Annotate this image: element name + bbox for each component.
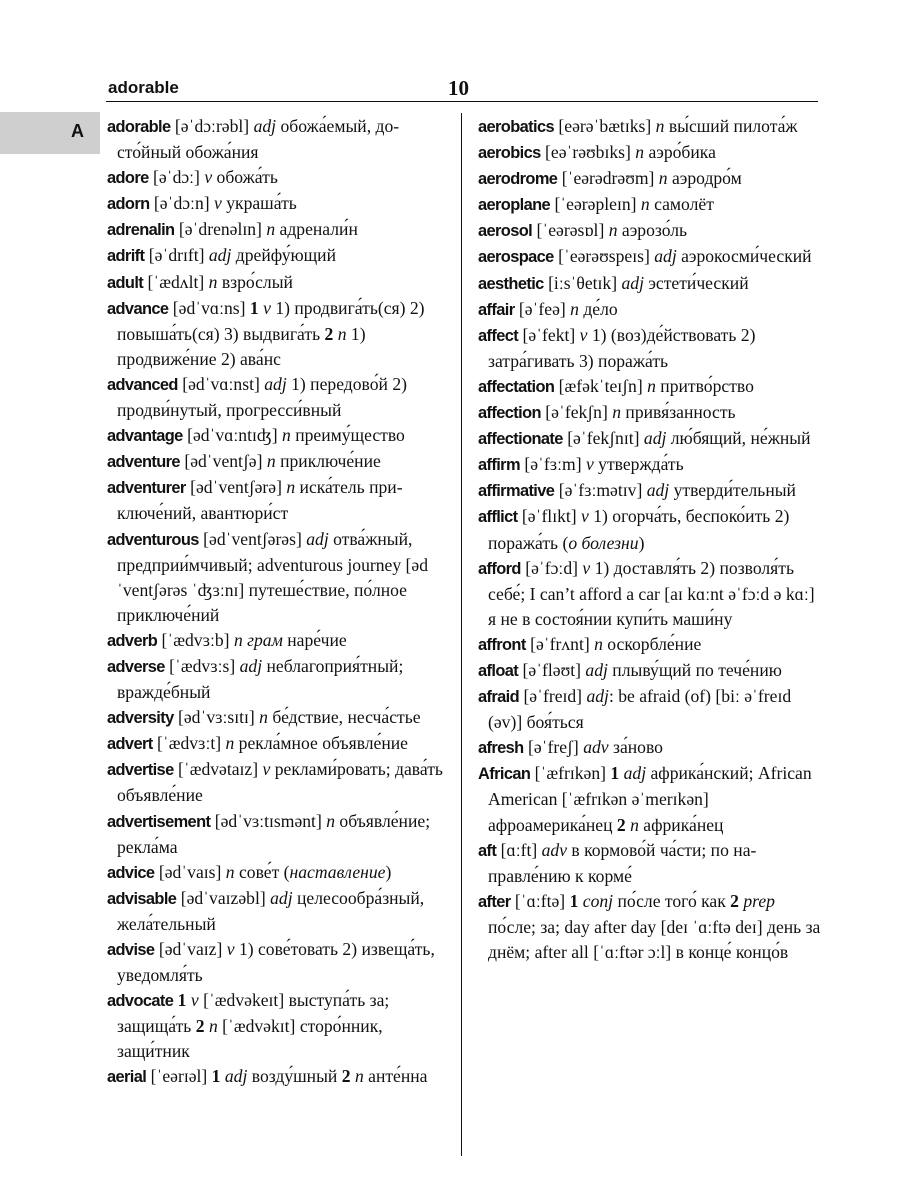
dictionary-entry — [107, 1064, 452, 1090]
entry-text: привя́занность — [621, 402, 736, 423]
grammar-label: n — [266, 451, 276, 472]
grammar-label: о болезни — [568, 532, 639, 553]
entry-text: 1) продвиже́ние 2) ава́нс — [117, 323, 366, 369]
grammar-label: n — [608, 220, 618, 241]
grammar-label: v — [204, 167, 213, 188]
sense-number: 2 — [195, 1016, 205, 1037]
column-divider — [461, 113, 462, 1156]
right-column — [478, 114, 822, 965]
headword: affectionate — [478, 430, 563, 449]
dictionary-entry — [107, 423, 452, 449]
grammar-label: adv — [583, 737, 609, 758]
grammar-label: adj — [623, 763, 647, 784]
headword: adventurer — [107, 479, 186, 498]
grammar-label: adj — [208, 245, 232, 266]
entry-text: [əˈflɪkt] — [517, 506, 582, 527]
headword: aft — [478, 841, 497, 860]
entry-text: [əˈfɔːd] — [520, 557, 583, 578]
entry-text: : be afraid (of) [biː əˈfreɪd (əv)] боя́ться — [488, 686, 792, 733]
headword: adrenalin — [107, 221, 175, 240]
grammar-label: n — [647, 375, 656, 396]
dictionary-entry — [478, 684, 822, 735]
entry-text: [ˈeərədrəʊm] — [557, 168, 659, 189]
entry-text: неблагоприя́тный; вражде́бный — [117, 655, 404, 703]
dictionary-entry — [107, 296, 452, 372]
entry-text: [ədˈvɜːtɪsmənt] — [210, 810, 327, 831]
grammar-label: v — [226, 939, 235, 959]
dictionary-entry — [478, 271, 822, 297]
grammar-label: n — [266, 219, 276, 240]
headword: afflict — [478, 508, 518, 527]
entry-text: [əˈfeə] — [514, 298, 571, 319]
entry-text: аэрокосми́ческий — [676, 246, 812, 267]
entry-text: сове́т ( — [234, 861, 290, 882]
grammar-label: v — [581, 506, 589, 527]
entry-text: оскорбле́ние — [602, 633, 702, 654]
entry-text: [ədˈventʃərə] — [185, 477, 287, 498]
dictionary-entry — [478, 478, 822, 504]
dictionary-entry — [478, 192, 822, 218]
entry-text: наре́чие — [282, 629, 347, 650]
grammar-label: adj — [239, 655, 263, 676]
entry-text: эстети́ческий — [643, 272, 749, 293]
headword: aerosol — [478, 222, 533, 241]
grammar-label: adj — [253, 116, 277, 136]
headword: affectation — [478, 377, 555, 396]
entry-text: приключе́ние — [275, 451, 381, 472]
headword: afresh — [478, 739, 524, 758]
entry-text: [ˈæfrɪkən] — [530, 763, 611, 784]
grammar-label: n — [594, 633, 603, 654]
headword: adverse — [107, 657, 165, 676]
dictionary-entry — [107, 114, 452, 165]
dictionary-entry — [478, 426, 822, 452]
entry-text: [ˈædvəkɪt] сторо́нник, защи́тник — [117, 1016, 383, 1062]
dictionary-entry — [107, 886, 452, 937]
entry-text: 1) (воз)де́йствовать 2) затра́гивать 3) поража́ть — [488, 324, 756, 371]
grammar-label: v — [214, 193, 222, 214]
headword: afloat — [478, 661, 519, 680]
grammar-label: adj — [306, 528, 329, 549]
entry-text: обожа́ть — [212, 167, 278, 188]
headword: adore — [107, 169, 149, 188]
entry-text: [eəˈrəʊbɪks] — [540, 142, 636, 163]
entry-text: [əˈdɔːrəbl] — [170, 116, 254, 136]
grammar-label: n — [208, 1016, 218, 1037]
dictionary-entry — [107, 270, 452, 296]
dictionary-entry — [478, 658, 822, 684]
entry-text: плыву́щий по тече́нию — [607, 659, 782, 680]
entry-text: [iːsˈθetɪk] — [543, 272, 622, 293]
entry-text: отва́жный, предприи́мчивый; adventurous journey [ədˈventʃərəs ˈʤɜːnɪ] путеше́ствие, по́лное приключе́ний — [117, 528, 429, 625]
headword: advanced — [107, 375, 178, 394]
grammar-label: n — [208, 271, 218, 292]
entry-text: рекла́мное объявле́ние — [234, 733, 408, 754]
dictionary-entry — [478, 761, 822, 837]
sense-number: 2 — [341, 1066, 351, 1087]
entry-text: притво́рство — [655, 375, 754, 396]
headword: advantage — [107, 427, 183, 446]
grammar-label: n — [225, 733, 235, 754]
entry-text: [ˈeərɪəl] — [146, 1066, 212, 1087]
entry-text: [ədˈventʃərəs] — [198, 528, 307, 549]
entry-text: [ədˈvɑːntɪʤ] — [182, 425, 282, 446]
headword: adorable — [107, 118, 171, 136]
entry-text: 1) огорча́ть, беспоко́ить 2) поража́ть ( — [488, 506, 790, 553]
dictionary-entry — [478, 166, 822, 192]
headword: adult — [107, 273, 144, 292]
entry-text: [əˈfekʃnɪt] — [562, 428, 644, 449]
entry-text: самолёт — [649, 194, 714, 215]
entry-text: африка́нский; African American [ˈæfrɪkən əˈmerɪkən] афроамерика́нец — [488, 763, 812, 835]
dictionary-entry — [107, 217, 452, 243]
entry-text: де́ло — [578, 298, 618, 319]
headword: advertise — [107, 761, 174, 780]
dictionary-entry — [107, 731, 452, 757]
grammar-label: n — [612, 402, 622, 423]
headword: African — [478, 765, 531, 784]
page-number: 10 — [448, 76, 469, 100]
headword: aesthetic — [478, 274, 544, 293]
headword: aeroplane — [478, 196, 551, 215]
headword: aerodrome — [478, 170, 558, 189]
left-column — [107, 114, 452, 1091]
entry-text: украша́ть — [221, 193, 297, 214]
entry-text: [əˈfreɪd] — [519, 686, 587, 707]
entry-text: адренали́н — [275, 219, 358, 240]
grammar-label: n грам — [233, 629, 283, 650]
headword: advocate — [107, 992, 174, 1011]
dictionary-entry — [107, 527, 452, 628]
entry-text: преиму́щество — [290, 425, 405, 446]
grammar-label: adj — [586, 686, 609, 707]
entry-text: обожа́емый, досто́йный обожа́ния — [117, 116, 400, 163]
grammar-label: adj — [585, 659, 608, 680]
headword: adventurous — [107, 530, 199, 549]
headword: aerobatics — [478, 118, 554, 136]
entry-text: [ədˈvɜːsɪtɪ] — [173, 707, 260, 728]
dictionary-entry — [107, 757, 452, 808]
headword: advise — [107, 941, 155, 959]
entry-text: [ˈædvɜːt] — [152, 733, 226, 754]
dictionary-entry — [107, 988, 452, 1064]
grammar-label: conj — [582, 890, 614, 911]
dictionary-entry — [107, 654, 452, 705]
grammar-label: n — [658, 168, 668, 189]
entry-text: [ˈɑːftə] — [510, 890, 570, 911]
entry-text: [əˈfləʊt] — [518, 659, 586, 680]
headword: afraid — [478, 688, 520, 707]
grammar-label: adj — [654, 246, 677, 267]
entry-text: [eərəˈbætɪks] — [554, 116, 656, 136]
dictionary-entry — [107, 165, 452, 191]
dictionary-entry — [478, 504, 822, 555]
entry-text: [ˈædvəkeɪt] выступа́ть за; защища́ть — [117, 990, 390, 1037]
header-rule — [106, 101, 818, 102]
entry-text: аэро́бика — [644, 142, 716, 163]
headword: affair — [478, 300, 515, 319]
entry-text: [ədˈvɑːnst] — [177, 373, 265, 394]
entry-text: [æfəkˈteɪʃn] — [554, 375, 648, 396]
entry-text: [əˈdrenəlɪn] — [174, 219, 267, 240]
dictionary-entry — [107, 628, 452, 654]
dictionary-entry — [107, 705, 452, 731]
entry-text: африка́нец — [638, 814, 724, 835]
headword: affect — [478, 326, 519, 345]
headword: affirm — [478, 456, 520, 475]
headword: affection — [478, 404, 541, 423]
grammar-label: n — [635, 142, 645, 163]
entry-text: [əˈfekʃn] — [540, 402, 613, 423]
dictionary-entry — [478, 556, 822, 632]
grammar-label: n — [655, 116, 665, 136]
dictionary-entry — [478, 889, 822, 965]
sense-number: 2 — [616, 814, 626, 835]
entry-text: 1) сове́товать 2) извеща́ть, уведомля́ть — [117, 939, 435, 986]
dictionary-entry — [107, 937, 452, 988]
entry-text: аэродро́м — [667, 168, 742, 189]
grammar-label: v — [582, 557, 591, 578]
grammar-label: adj — [270, 887, 293, 908]
grammar-label: adj — [621, 272, 644, 293]
entry-text: утверди́тельный — [669, 480, 796, 501]
sense-number: 2 — [730, 890, 739, 911]
thumb-index-letter: A — [71, 121, 84, 141]
headword: advice — [107, 863, 155, 882]
entry-text: 1) доставля́ть 2) позволя́ть себе́; I can’t afford a car [aɪ kɑːnt əˈfɔːd ə kɑː] я не в состоя́нии купи́ть маши́ну — [488, 557, 815, 629]
grammar-label: n — [286, 477, 296, 498]
guide-word: adorable — [108, 78, 179, 97]
grammar-label: n — [282, 425, 291, 446]
entry-text: [ədˈventʃə] — [179, 451, 267, 472]
entry-text: иска́тель приключе́ний, авантюри́ст — [117, 477, 403, 524]
grammar-label: adj — [264, 373, 287, 394]
entry-text: в кормово́й ча́сти; по направле́нию к корме́ — [488, 839, 757, 886]
sense-number: 1 — [177, 990, 187, 1011]
entry-text: анте́нна — [363, 1066, 428, 1087]
grammar-label: n — [259, 707, 268, 728]
entry-text: 1) передово́й 2) продви́нутый, прогресси́вный — [117, 373, 407, 421]
headword: advert — [107, 735, 153, 754]
dictionary-entry — [107, 372, 452, 423]
entry-text: [əˈdɔː] — [148, 167, 205, 188]
headword: aerobics — [478, 144, 541, 163]
dictionary-entry — [478, 323, 822, 374]
entry-text: лю́бящий, не́жный — [666, 428, 811, 449]
entry-text: [əˈfɜːmətɪv] — [554, 480, 647, 501]
entry-text: целесообра́зный, жела́тельный — [117, 887, 425, 934]
headword: aerospace — [478, 248, 554, 267]
grammar-label: n — [630, 814, 639, 835]
dictionary-entry — [478, 140, 822, 166]
grammar-label: n — [337, 323, 347, 344]
headword: aerial — [107, 1068, 147, 1087]
entry-text: ) — [385, 861, 392, 882]
dictionary-entry — [107, 449, 452, 475]
entry-text: дрейфу́ющий — [231, 245, 337, 266]
entry-text: взро́слый — [217, 271, 293, 292]
entry-text: объявле́ние; рекла́ма — [117, 810, 431, 857]
dictionary-entry — [478, 114, 822, 140]
entry-text: [ˈædʌlt] — [143, 271, 209, 292]
headword: adventure — [107, 453, 180, 472]
thumb-index-tab — [0, 112, 100, 154]
dictionary-entry — [478, 218, 822, 244]
dictionary-entry — [478, 374, 822, 400]
entry-text: возду́шный — [247, 1066, 342, 1087]
entry-text: [ˈeərəʊspeɪs] — [553, 246, 655, 267]
sense-number: 1 — [610, 763, 620, 784]
headword: affirmative — [478, 482, 555, 501]
grammar-label: n — [354, 1066, 364, 1087]
headword: adversity — [107, 709, 174, 728]
entry-text: ) — [638, 532, 645, 553]
dictionary-entry — [107, 860, 452, 886]
dictionary-entry — [478, 632, 822, 658]
entry-text: [əˈfɜːm] — [519, 454, 586, 475]
entry-text: за́ново — [608, 737, 663, 758]
entry-text: аэрозо́ль — [617, 220, 688, 241]
dictionary-entry — [478, 244, 822, 270]
entry-text: бе́дствие, несча́стье — [267, 707, 421, 728]
dictionary-entry — [107, 809, 452, 860]
entry-text: [əˈfrʌnt] — [525, 633, 595, 654]
dictionary-entry — [478, 400, 822, 426]
headword: adorn — [107, 195, 150, 214]
grammar-label: v — [579, 324, 588, 345]
grammar-label: v — [262, 759, 271, 780]
entry-text: [ˈeərəsɒl] — [532, 220, 609, 241]
entry-text: [ˈædvətaɪz] — [173, 759, 263, 780]
grammar-label: adv — [541, 839, 567, 860]
grammar-label: n — [326, 810, 335, 831]
headword: advance — [107, 299, 169, 318]
dictionary-entry — [478, 838, 822, 889]
headword: adrift — [107, 247, 145, 266]
entry-text: [ˈædvɜːb] — [157, 629, 234, 650]
grammar-label: v — [585, 454, 594, 475]
grammar-label: v — [190, 990, 199, 1011]
headword: adverb — [107, 631, 158, 650]
grammar-label: n — [640, 194, 650, 215]
grammar-label: prep — [743, 890, 775, 911]
entry-text: [əˈdɔːn] — [149, 193, 215, 214]
grammar-label: n — [570, 298, 579, 319]
dictionary-entry — [478, 735, 822, 761]
entry-text: [ədˈvaɪzəbl] — [176, 887, 271, 908]
grammar-label: adj — [643, 428, 667, 449]
entry-text: вы́сший пилота́ж — [664, 116, 798, 136]
dictionary-entry — [107, 475, 452, 526]
entry-text: по́сле; за; day after day [deɪ ˈɑːftə deɪ] день за днём; after all [ˈɑːftər ɔːl] в конце́ концо́в — [488, 916, 821, 962]
entry-text: утвержда́ть — [593, 454, 684, 475]
entry-text: по́сле того́ как — [613, 890, 731, 911]
grammar-label: v — [263, 297, 271, 318]
grammar-label: adj — [646, 480, 670, 501]
dictionary-entry — [107, 191, 452, 217]
entry-text: [ədˈvaɪz] — [154, 939, 227, 959]
grammar-label: n — [225, 861, 235, 882]
entry-text: [əˈfreʃ] — [523, 737, 584, 758]
entry-text: [ədˈvaɪs] — [154, 861, 226, 882]
entry-text: [ˈeərəpleɪn] — [550, 194, 641, 215]
headword: afford — [478, 559, 521, 578]
entry-text: [əˈfekt] — [518, 324, 580, 345]
grammar-label: adj — [224, 1066, 248, 1087]
dictionary-entry — [478, 297, 822, 323]
sense-number: 1 — [211, 1066, 221, 1087]
entry-text: [ˈædvɜːs] — [164, 655, 240, 676]
entry-text: [ɑːft] — [496, 839, 542, 860]
grammar-label: наставление — [289, 861, 386, 882]
headword: after — [478, 892, 511, 911]
dictionary-entry — [107, 243, 452, 269]
sense-number: 1 — [569, 890, 579, 911]
headword: advertisement — [107, 812, 211, 831]
dictionary-entry — [478, 452, 822, 478]
headword: affront — [478, 635, 526, 654]
sense-number: 1 — [249, 297, 259, 318]
entry-text: [ədˈvɑːns] — [168, 297, 250, 318]
entry-text: [əˈdrɪft] — [144, 245, 209, 266]
entry-text: реклами́ровать; дава́ть объявле́ние — [117, 759, 443, 806]
entry-text: 1) продвига́ть(ся) 2) повыша́ть(ся) 3) выдвига́ть — [117, 297, 425, 344]
headword: advisable — [107, 889, 177, 908]
sense-number: 2 — [324, 323, 334, 344]
